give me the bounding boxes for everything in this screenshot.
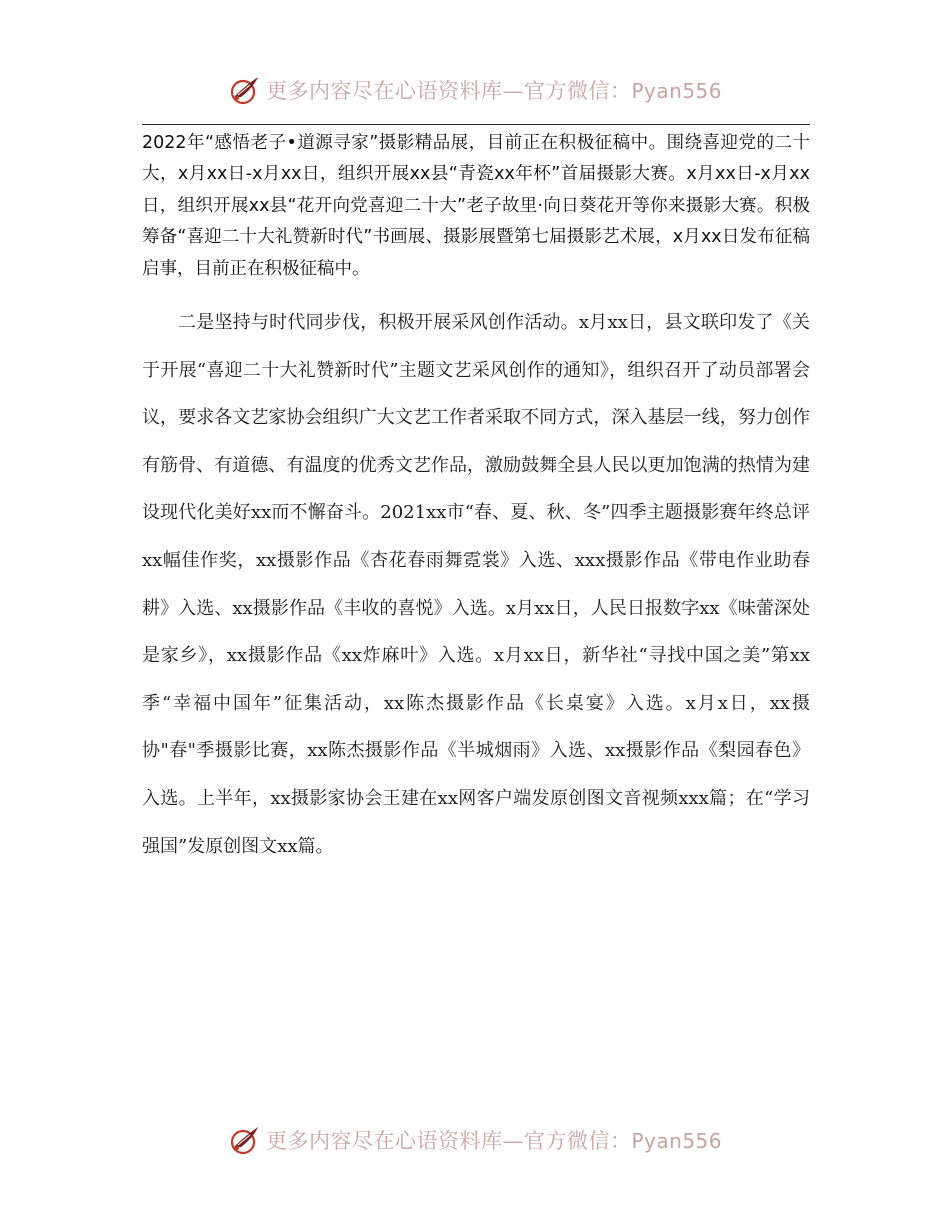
header-banner-text-cn: 更多内容尽在心语资料库—官方微信： [265, 79, 632, 103]
quill-pen-logo-icon [228, 73, 262, 107]
header-banner-text [266, 75, 722, 105]
header-divider [142, 124, 810, 125]
paragraph-1-text: 2022年“感悟老子•道源寻家”摄影精品展，目前正在积极征稿中。围绕喜迎党的二十大，x月xx日-x月xx日，组织开展xx县“青瓷xx年杯”首届摄影大赛。x月xx日-x月xx日，组织开展xx县“花开向党喜迎二十大”老子故里·向日葵花开等你来摄影大赛。积极筹备“喜迎二十大礼赞新时代”书画展、摄影展暨第七届摄影艺术展，x月xx日发布征稿启事，目前正在积极征稿中。 [142, 133, 810, 279]
footer-banner-text-cn: 更多内容尽在心语资料库—官方微信： [265, 1129, 632, 1153]
paragraph-2: 二是坚持与时代同步伐，积极开展采风创作活动。x月xx日，县文联印发了《关于开展“喜迎二十大礼赞新时代”主题文艺采风创作的通知》，组织召开了动员部署会议，要求各文艺家协会组织广大文艺工作者采取不同方式，深入基层一线，努力创作有筋骨、有道德、有温度的优秀文艺作品，激励鼓舞全县人民以更加饱满的热情为建设现代化美好xx而不懈奋斗。2021xx市“春、夏、秋、冬”四季主题摄影赛年终总评xx幅佳作奖，xx摄影作品《杏花春雨舞霓裳》入选、xxx摄影作品《带电作业助春耕》入选、xx摄影作品《丰收的喜悦》入选。x月xx日，人民日报数字xx《味蕾深处是家乡》，xx摄影作品《xx炸麻叶》入选。x月xx日，新华社“寻找中国之美”第xx季“幸福中国年”征集活动，xx陈杰摄影作品《长桌宴》入选。x月x日，xx摄协"春"季摄影比赛，xx陈杰摄影作品《半城烟雨》入选、xx摄影作品《梨园春色》入选。上半年，xx摄影家协会王建在xx网客户端发原创图文音视频xxx篇；在“学习强国”发原创图文xx篇。 [142, 312, 810, 857]
document-body [142, 128, 810, 870]
footer-banner-wechat-id: Pyan556 [631, 1129, 722, 1153]
footer-banner-text [266, 1125, 722, 1155]
quill-pen-logo-icon [228, 1123, 262, 1157]
paragraph-1 [142, 128, 810, 285]
footer-banner [0, 1118, 950, 1162]
header-banner-wechat-id: Pyan556 [631, 79, 722, 103]
header-banner [0, 68, 950, 112]
